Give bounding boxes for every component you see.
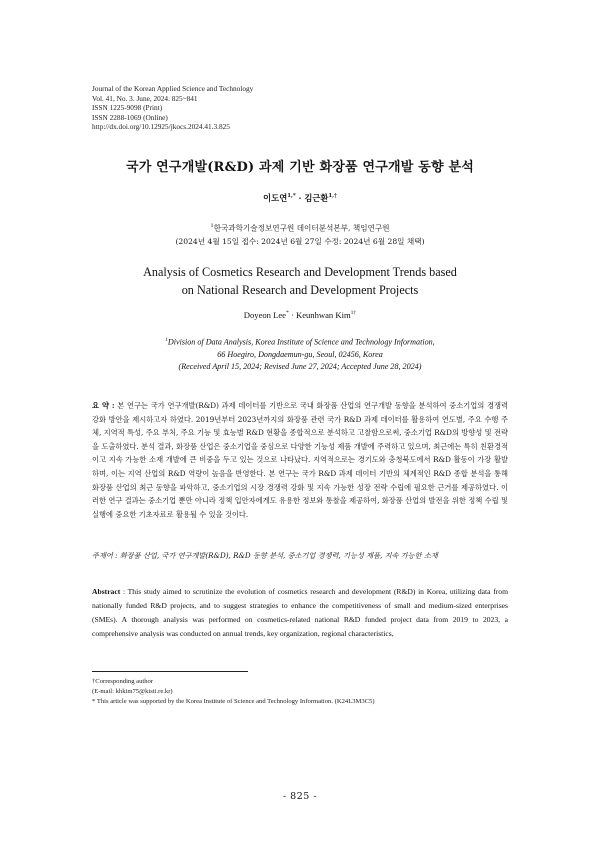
abstract-text: 본 연구는 국가 연구개발(R&D) 과제 데이터를 기반으로 국내 화장품 산업의 연구개발 동향을 분석하여 중소기업의 경쟁력 강화 방안을 제시하고자 하였다. 2019년부터 2023년까지의 화장품 관련 국가 R&D 과제 데이터를 활용하여 연도별, 주요 수행 주체, 지역적 특성, 주요 부처, 주요 기능 및 효능별 R&D 현황을 종합적으로 분석하고 고찰함으로써, 중소기업 R&D의 방향성 및 전략을 도출하였다. 분석 결과, 화장품 산업은 중소기업을 중심으로 다양한 기능성 제품 개발에 주력하고 있으며, 최근에는 특히 친환경적이고 지속 가능한 소재 개발에 큰 비중을 두고 있는 것으로 나타났다. 지역적으로는 경기도와 충청북도에서 R&D 활동이 가장 활발하며, 이는 지역 산업의 R&D 역량이 높음을 반영한다. 본 연구는 국가 R&D 과제 데이터 기반의 체계적인 R&D 종합 분석을 통해 화장품 산업의 최근 동향을 파악하고, 중소기업의 시장 경쟁력 강화 및 지속 가능한 성장 전략 수립에 필요한 근거를 제공하였다. 이러한 연구 결과는 중소기업 뿐만 아니라 정책 입안자에게도 유용한 정보와 통찰을 제공하여, 화장품 산업의 발전을 위한 정책 수립 및 실행에 중요한 기초자료로 활용될 수 있을 것이다. [92, 401, 508, 519]
issn-print: ISSN 1225-9098 (Print) [92, 103, 163, 113]
author-superscript: * [286, 310, 289, 317]
title-line: Analysis of Cosmetics Research and Development Trends based [143, 265, 457, 279]
keywords-label: 주제어 : [92, 551, 118, 560]
author-separator: · [295, 193, 305, 203]
abstract-korean [92, 399, 508, 521]
abstract-label: 요 약 : [92, 401, 115, 410]
author-superscript: 1† [350, 310, 357, 317]
affiliation-korean [0, 220, 600, 248]
abstract-label: Abstract [92, 587, 121, 596]
journal-volume: Vol. 41, No. 3. June, 2024. 825~841 [92, 93, 198, 103]
received-dates-english: (Received April 15, 2024; Revised June 27, 2024; Accepted June 28, 2024) [178, 361, 422, 371]
affiliation-address: 66 Hoegiro, Dongdaemun-gu, Seoul, 02456, Korea [217, 349, 383, 359]
abstract-english [92, 585, 508, 641]
authors-korean [0, 192, 600, 204]
affiliation-english [0, 334, 600, 373]
keywords-korean [92, 549, 508, 562]
author-superscript: 1,† [328, 193, 337, 200]
title-korean: 국가 연구개발(R&D) 과제 기반 화장품 연구개발 동향 분석 [125, 160, 475, 175]
keywords-text: 화장품 산업, 국가 연구개발(R&D), R&D 동향 분석, 중소기업 경쟁력, 기능성 제품, 지속 가능한 소재 [117, 551, 438, 560]
author-name: Doyeon Lee [243, 310, 287, 320]
footnote-divider [92, 671, 248, 672]
author-name: 이도연 [263, 193, 288, 203]
title-line: on National Research and Development Projects [181, 282, 419, 297]
title-english [40, 264, 560, 299]
abstract-text: This study aimed to scrutinize the evolution of cosmetics research and development (R&D) in Korea, utilizing data from nationally funded R&D projects, and to suggest strategies to enhance the competitiveness of small and medium-sized enterprises (SMEs). A thorough analysis was performed on cosmetics-related national R&D funded project data from 2019 to 2023, a comprehensive analysis was conducted on annual trends, key organization, regional characteristics, [92, 587, 508, 638]
affiliation-superscript: 1 [165, 337, 168, 343]
affiliation-superscript: 1 [210, 223, 214, 229]
received-dates-korean: (2024년 4월 15일 접수: 2024년 6월 27일 수정: 2024년 6월 28일 채택) [175, 236, 425, 246]
corresponding-author-email: (E-mail: khkim75@kisti.re.kr) [92, 688, 173, 696]
funding-note: * This article was supported by the Korea Institute of Science and Technology Information. (K24L3M3C5) [92, 698, 375, 706]
author-superscript: 1,* [287, 193, 296, 200]
authors-english [0, 310, 600, 320]
footnotes [92, 677, 512, 708]
page-number: - 825 - [282, 791, 318, 802]
affiliation-line: 한국과학기술정보연구원 데이터분석본부, 책임연구원 [213, 223, 390, 233]
abstract-separator: : [120, 587, 128, 596]
journal-name: Journal of the Korean Applied Science and Technology [92, 84, 254, 93]
author-separator: · [288, 310, 296, 320]
affiliation-line: Division of Data Analysis, Korea Institute of Science and Technology Information, [167, 337, 435, 347]
issn-online: ISSN 2288-1069 (Online) [92, 112, 168, 122]
author-name: Keunhwan Kim [295, 310, 351, 320]
doi-link[interactable]: http://dx.doi.org/10.12925/jkocs.2024.41.3.825 [92, 122, 230, 132]
author-name: 김근환 [304, 193, 329, 203]
journal-info [92, 84, 253, 132]
corresponding-author-note: †Corresponding author [92, 678, 153, 685]
